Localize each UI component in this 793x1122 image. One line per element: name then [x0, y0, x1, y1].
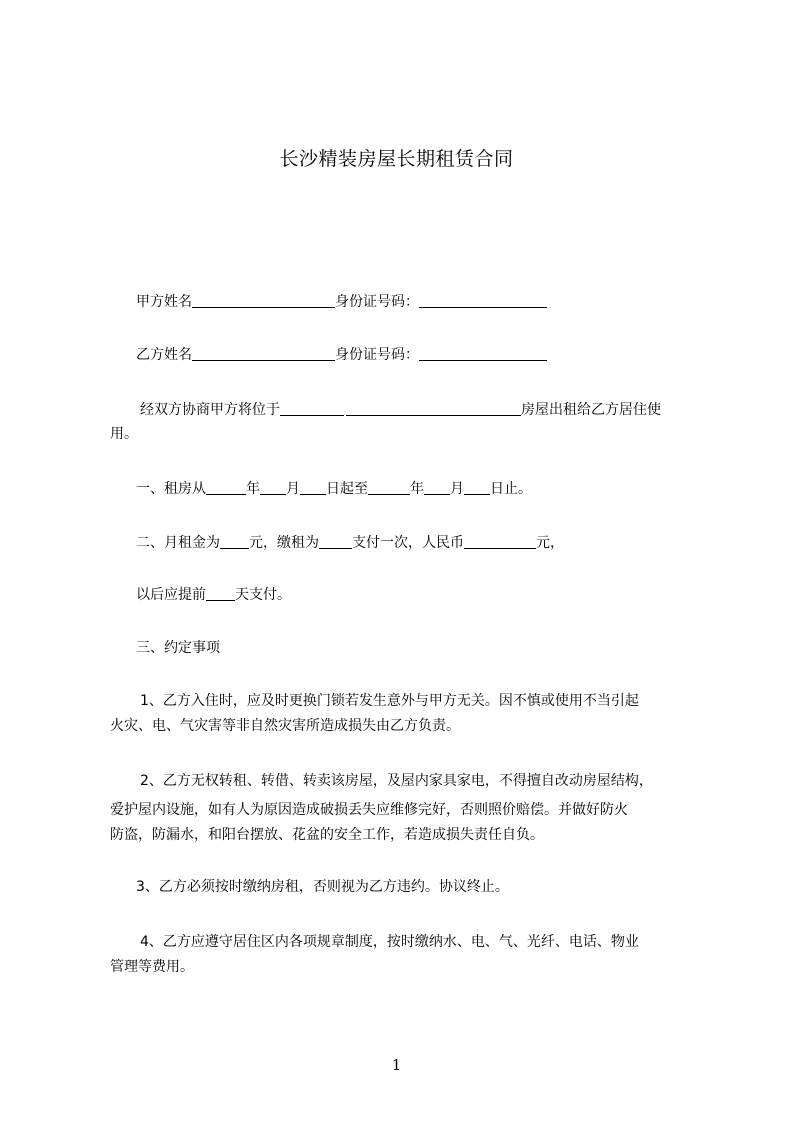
term-month-label: 月 [286, 481, 300, 497]
clause-4-line-1: 4、乙方应遵守居住区内各项规章制度，按时缴纳水、电、气、光纤、电话、物业 [140, 934, 639, 950]
term-year-label: 年 [246, 481, 260, 497]
party-a-line [136, 293, 746, 310]
term-end-month-blank [424, 480, 450, 495]
intro-suffix: 房屋出租给乙方居住使 [521, 402, 661, 418]
rent-amount-blank [220, 534, 249, 549]
clause-3-line-1: 3、乙方必须按时缴纳房租，否则视为乙方违约。协议终止。 [136, 879, 509, 895]
clause-2-line-1: 2、乙方无权转租、转借、转卖该房屋，及屋内家具家电，不得擅自改动房屋结构， [140, 773, 653, 789]
clause-4-line-2: 管理等费用。 [110, 959, 194, 975]
party-b-name-blank [192, 346, 335, 361]
party-a-name-blank [192, 293, 335, 308]
term-day-from-label: 日起至 [326, 481, 368, 497]
advance-suffix: 天支付。 [235, 587, 291, 603]
intro-prefix: 经双方协商甲方将位于 [140, 402, 280, 418]
term-start-year-blank [206, 480, 246, 495]
rent-yuan-label: 元，缴租为 [249, 535, 319, 551]
section-three-heading: 三、约定事项 [136, 640, 220, 656]
term-prefix: 一、租房从 [136, 481, 206, 497]
clause-2-line-3: 防盗，防漏水，和阳台摆放、花盆的安全工作，若造成损失责任自负。 [110, 827, 544, 843]
party-b-line [136, 346, 746, 363]
advance-days-blank [206, 586, 235, 601]
intro-line [140, 401, 750, 418]
party-b-id-label: 身份证号码： [335, 347, 419, 363]
advance-line [136, 586, 746, 603]
document-title: 长沙精装房屋长期租赁合同 [279, 148, 514, 170]
clause-2-line-2: 爱护屋内设施，如有人为原因造成破损丢失应维修完好，否则照价赔偿。并做好防火 [110, 802, 628, 818]
party-b-name-label: 乙方姓名 [136, 347, 192, 363]
term-end-day-blank [464, 480, 490, 495]
rent-end-label: 元， [536, 535, 564, 551]
rent-cycle-blank [319, 534, 352, 549]
rent-rmb-blank [464, 534, 536, 549]
clause-1-line-1: 1、乙方入住时，应及时更换门锁若发生意外与甲方无关。因不慎或使用不当引起 [140, 693, 639, 709]
party-a-id-label: 身份证号码： [335, 294, 419, 310]
location-blank-1 [280, 401, 344, 416]
intro-continuation: 用。 [110, 426, 138, 442]
rent-line [136, 534, 746, 551]
party-a-id-blank [419, 293, 547, 308]
rent-prefix: 二、月租金为 [136, 535, 220, 551]
clause-1-line-2: 火灾、电、气灾害等非自然灾害所造成损失由乙方负责。 [110, 718, 460, 734]
party-b-id-blank [419, 346, 547, 361]
rent-cycle-label: 支付一次，人民币 [352, 535, 464, 551]
party-a-name-label: 甲方姓名 [136, 294, 192, 310]
term-year2-label: 年 [410, 481, 424, 497]
term-start-month-blank [260, 480, 286, 495]
advance-prefix: 以后应提前 [136, 587, 206, 603]
term-day-to-label: 日止。 [490, 481, 532, 497]
term-start-day-blank [300, 480, 326, 495]
term-end-year-blank [368, 480, 410, 495]
term-line [136, 480, 746, 497]
page-number: 1 [391, 1056, 402, 1074]
term-month2-label: 月 [450, 481, 464, 497]
location-blank-2 [346, 401, 521, 416]
